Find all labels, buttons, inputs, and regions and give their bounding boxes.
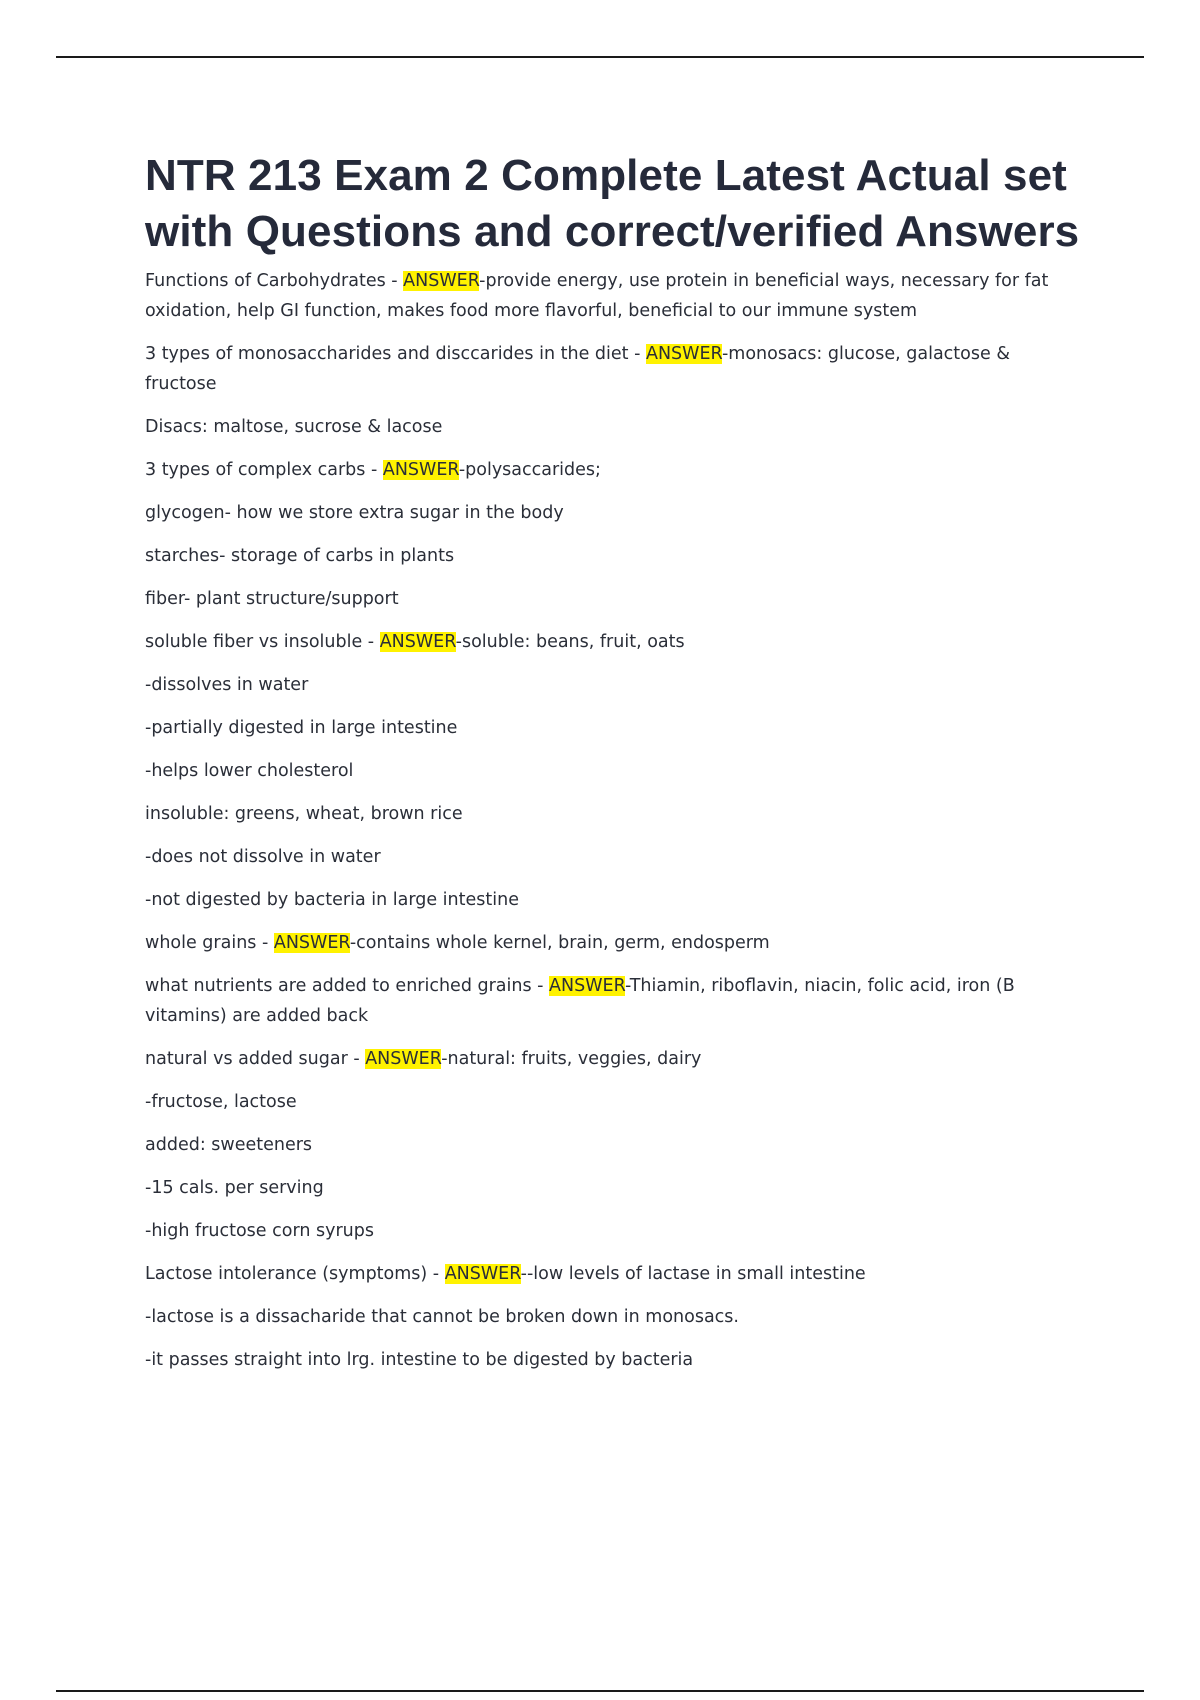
answer-highlight: ANSWER [549,976,626,996]
qa-line [145,339,1080,399]
qa-line [145,670,1080,700]
qa-line [145,412,1080,442]
line-text: -lactose is a dissacharide that cannot be broken down in monosacs. [145,1307,739,1327]
line-text: -fructose, lactose [145,1092,297,1112]
qa-line [145,842,1080,872]
qa-line [145,1173,1080,1203]
answer-highlight: ANSWER [645,344,722,364]
line-text: fiber- plant structure/support [145,589,399,609]
answer-text: -contains whole kernel, brain, germ, endosperm [349,933,770,953]
header-rule [56,56,1144,58]
qa-line [145,541,1080,571]
qa-line [145,584,1080,614]
line-text: 3 types of complex carbs - [145,460,383,480]
qa-list [145,266,1080,1375]
line-text: Functions of Carbohydrates - [145,271,404,291]
qa-line [145,1216,1080,1246]
answer-highlight: ANSWER [382,460,459,480]
line-text: -partially digested in large intestine [145,718,458,738]
qa-line [145,498,1080,528]
line-text: -does not dissolve in water [145,847,381,867]
line-text: -dissolves in water [145,675,309,695]
answer-highlight: ANSWER [273,933,350,953]
qa-line [145,713,1080,743]
line-text: 3 types of monosaccharides and disccarides in the diet - [145,344,646,364]
qa-line [145,1130,1080,1160]
line-text: Disacs: maltose, sucrose & lacose [145,417,443,437]
line-text: insoluble: greens, wheat, brown rice [145,804,463,824]
qa-line [145,1044,1080,1074]
answer-highlight: ANSWER [403,271,480,291]
qa-line [145,756,1080,786]
answer-text: -monosacs: glucose, galactose & fructose [145,344,1010,394]
line-text: added: sweeteners [145,1135,313,1155]
footer-rule [56,1690,1144,1692]
line-text: starches- storage of carbs in plants [145,546,455,566]
answer-text: -natural: fruits, veggies, dairy [441,1049,702,1069]
answer-highlight: ANSWER [444,1264,521,1284]
qa-line [145,971,1080,1031]
qa-line [145,1302,1080,1332]
qa-line [145,1087,1080,1117]
qa-line [145,928,1080,958]
line-text: -high fructose corn syrups [145,1221,374,1241]
qa-line [145,627,1080,657]
line-text: soluble fiber vs insoluble - [145,632,380,652]
answer-text: -polysaccarides; [458,460,601,480]
line-text: -it passes straight into lrg. intestine to be digested by bacteria [145,1350,694,1370]
line-text: natural vs added sugar - [145,1049,366,1069]
qa-line [145,455,1080,485]
qa-line [145,799,1080,829]
document-body [145,148,1080,1388]
line-text: whole grains - [145,933,274,953]
qa-line [145,1345,1080,1375]
line-text: glycogen- how we store extra sugar in the body [145,503,564,523]
line-text: -15 cals. per serving [145,1178,324,1198]
document-title: NTR 213 Exam 2 Complete Latest Actual set with Questions and correct/verified Answers [145,151,1080,256]
answer-text: --low levels of lactase in small intestine [520,1264,866,1284]
qa-line [145,1259,1080,1289]
answer-highlight: ANSWER [365,1049,442,1069]
answer-text: -soluble: beans, fruit, oats [455,632,685,652]
answer-highlight: ANSWER [379,632,456,652]
qa-line [145,266,1080,326]
answer-text: -Thiamin, riboflavin, niacin, folic acid, iron (B vitamins) are added back [145,976,1015,1026]
line-text: what nutrients are added to enriched grains - [145,976,550,996]
line-text: -helps lower cholesterol [145,761,354,781]
qa-line [145,885,1080,915]
line-text: Lactose intolerance (symptoms) - [145,1264,445,1284]
answer-text: -provide energy, use protein in beneficial ways, necessary for fat oxidation, help GI function, makes food more flavorful, beneficial to our immune system [145,271,1049,321]
line-text: -not digested by bacteria in large intestine [145,890,519,910]
